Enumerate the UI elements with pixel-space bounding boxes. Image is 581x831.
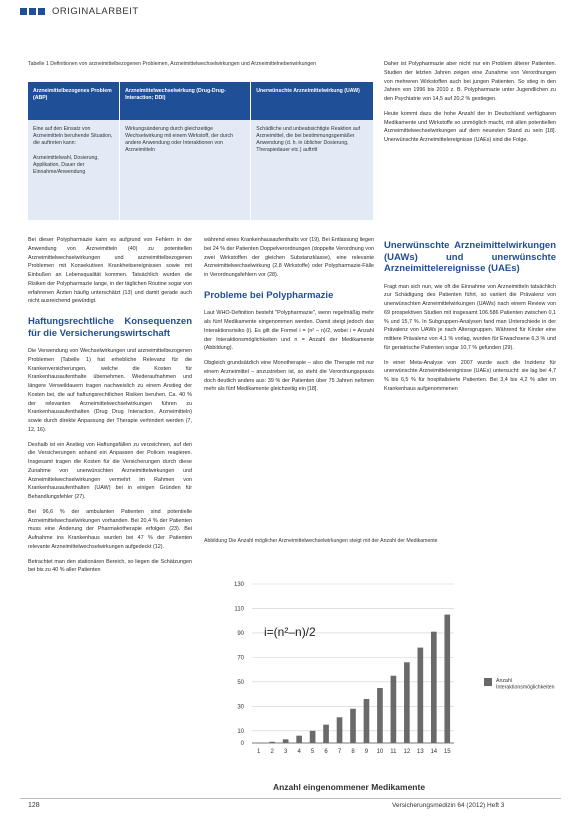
square-icon: [20, 8, 27, 15]
chart-bar: [431, 632, 437, 743]
chart-bar: [377, 688, 383, 743]
journal-reference: Versicherungsmedizin 64 (2012) Heft 3: [392, 802, 505, 809]
paragraph: Betrachtet man den stationären Bereich, so liegen die Schätzungen bei bis zu 40 % aller Patienten: [28, 558, 192, 574]
paragraph: Deshalb ist ein Anstieg von Haftungsfällen zu verzeichnen, auf den die Versicherungen anhand ein Anpassen der Policen reagieren. Insgesamt tragen die Kosten für die Versicherungen durch diese Zunahme von unerwünschten Arzneimittelwirkungen und Arzneimittelwechselwirkungen vermehrt im Rahmen von Krankenhausaufenthalten (UAW) bei in einigen Gründen für Behandlungsfehler (27).: [28, 441, 192, 501]
x-tick-label: 2: [270, 749, 274, 755]
x-tick-label: 12: [403, 749, 411, 755]
y-tick-label: 90: [237, 630, 244, 637]
x-tick-label: 1: [257, 749, 261, 755]
page-number: 128: [28, 802, 40, 809]
definitions-table: [28, 82, 374, 220]
paragraph: Daher ist Polypharmazie aber nicht nur ein Problem älterer Patienten. Studien der letzten Jahren zeigen eine Zunahme von Verordnungen von mehreren Wirkstoffen auch bei jungen Patienten. So stieg in den Jahren von 1996 bis 2010 z. B. Polypharmazie unter Jugendlichen zu den Psychiatrie von 14,5 auf 20,2 % gestiegen.: [384, 61, 556, 102]
legend-label: Anzahl Interaktionsmöglichkeiten: [496, 678, 555, 691]
table-cell-abp: [28, 120, 120, 220]
y-tick-label: 0: [240, 741, 244, 747]
x-tick-label: 8: [351, 749, 355, 755]
section-header: [20, 6, 139, 17]
section-heading: Haftungsrechtliche Konsequenzen für die Versicherungswirtschaft: [28, 316, 192, 339]
table-cell-uaw: Schädliche und unbeabsichtigte Reaktion auf Arzneimittel, die bei bestimmungsgemäßer Anwendung (d. h. in üblicher Dosierung, Therapiedauer etc.) auftritt: [251, 120, 374, 220]
column-middle: [204, 236, 374, 400]
chart-bar: [323, 725, 329, 743]
chart-bar: [391, 676, 397, 743]
table-header-uaw: Unerwünschte Arzneimittelwirkung (UAW): [251, 82, 374, 120]
y-tick-label: 30: [237, 704, 244, 711]
chart-bar: [404, 662, 410, 743]
y-tick-label: 70: [237, 655, 244, 662]
x-tick-label: 10: [376, 749, 384, 755]
x-axis-label: Anzahl eingenommener Medikamente: [272, 782, 426, 792]
chart-bar: [269, 742, 275, 743]
paragraph: Fragt man sich nun, wie oft die Einnahme von Arzneimitteln tatsächlich zur Schädigung des Patienten führt, so variiert die Prävalenz von unerwünschten Arzneimittelwirkungen (UAWs) nach einem Review von 69 prospektiven Studien mit insgesamt 106.586 Patienten zwischen 0,1 % und 15,7 %. In Subgruppen-Analysen fand man Unterschiede in der Prävalenz von UAWs je nach Altersgruppen. Während für Kinder eine mittlere Prävalenz von 4,1 % vorlag, wurden für Erwachsene 6,3 % und für geriatrische Patienten sogar 10,7 % gefunden (29).: [384, 283, 556, 351]
figure-caption: Abbildung Die Anzahl möglicher Arzneimittelwechselwirkungen steigt mit der Anzahl der Medikamente: [204, 538, 438, 544]
y-tick-label: 110: [234, 606, 244, 613]
chart-bar: [310, 731, 316, 743]
section-heading: Probleme bei Polypharmazie: [204, 289, 334, 301]
x-tick-label: 9: [364, 749, 369, 755]
interaction-chart: [204, 568, 564, 800]
x-tick-label: 7: [337, 749, 342, 755]
square-icon: [38, 8, 45, 15]
y-tick-label: 10: [237, 728, 244, 735]
paragraph: Bei dieser Polypharmazie kann es aufgrund von Fehlern in der Anwendung von Arzneimitteln (40) zu potentiellen Arzneimittelwechselwirkungen und arzneimittelbezogenen Problemen mit Konsekutiven Krankheitsereignissen sowie mit Einbußen an Lebensqualität kommen. Tatsächlich wurden die Risiken der Polypharmazie lange, in der täglichen Routine sogar von erfahrenen Ärzten häufig unterschätzt (13) und damit gerade auch nicht ausreichend gewürdigt.: [28, 237, 192, 305]
chart-bar: [296, 736, 302, 743]
column-left: [28, 236, 192, 581]
table-header-ddi: Arzneimittelwechselwirkung (Drug-Drug-Interaction; DDI): [120, 82, 251, 120]
chart-bar: [350, 709, 356, 743]
chart-bar: [283, 739, 289, 743]
chart-bar: [418, 648, 424, 743]
legend-swatch: [484, 678, 492, 686]
y-tick-label: 130: [233, 582, 244, 588]
x-tick-label: 15: [443, 749, 451, 755]
paragraph: In einer Meta-Analyse von 2007 wurde auch die Inzidenz für unerwünschte Arzneimittelereignisse (UAEs) untersucht: sie lag bei 4,7 % bis 6,5 % für hospitalisierte Patienten. Bei 3,4 bis 4,2 % aller im Krankenhaus aufgenommenen: [384, 359, 556, 392]
chart-bar: [364, 699, 370, 743]
table-cell-text: Arzneimittelwahl, Dosierung, Applikation, Dauer der Einnahme/Anwendung: [33, 155, 99, 176]
paragraph: Heute kommt dazu die hohe Anzahl der in Deutschland verfügbaren Medikamente und Wirkstoffe so unmöglich macht, mit allen potentiellen Arzneimittelwechselwirkungen auf dem neuesten Stand zu sein [18]. Unerwünschte Arzneimittelereignisse (UAEs) sind die Folge.: [384, 110, 556, 143]
x-tick-label: 4: [297, 749, 301, 755]
section-heading: Unerwünschte Arzneimittelwirkungen (UAWs) und unerwünschte Arzneimittelereignisse (UAEs): [384, 240, 556, 275]
table-header-abp: Arzneimittelbezogenes Problem (ABP): [28, 82, 120, 120]
x-tick-label: 3: [283, 749, 288, 755]
x-tick-label: 11: [390, 749, 397, 755]
table-cell-ddi: Wirkungsänderung durch gleichzeitige Wechselwirkung mit einem Wirkstoff, der durch andere Anwendung oder Interaktionen von Arzneimitteln: [120, 120, 251, 220]
y-tick-label: 50: [237, 679, 244, 686]
table-caption: Tabelle 1 Definitionen von arzneimittelbezogenen Problemen, Arzneimittelwechselwirkungen und Arzneimittelnebenwirkungen: [28, 61, 317, 67]
square-icon: [29, 8, 36, 15]
x-tick-label: 6: [324, 749, 328, 755]
table-cell-text: Eine auf den Einsatz von Arzneimitteln beruhende Situation, die auftreten kann:: [33, 126, 113, 147]
x-tick-label: 13: [416, 749, 424, 755]
chart-bar: [337, 717, 343, 743]
paragraph: Obgleich grundsätzlich eine Monotherapie – also die Therapie mit nur einem Arzneimittel – anzustreben ist, so steht die Verordnungspraxis doch deutlich anders aus: 39 % der Patienten über 75 Jahren nehmen mehr als fünf Medikamente gleichzeitig ein [18].: [204, 360, 374, 393]
paragraph: Die Verwendung von Wechselwirkungen und arzneimittelbezogenen Problemen (Tabelle 1) hat erhebliche Relevanz für die Krankenversicherungen, welche die Kosten für Krankenhausaufenthalte übernehmen. Wiederaufnahmen und längere Verweildauern tragen nachweislich zu einem Anstieg der Kosten bei, die auf haftungsrechtlichen Risiken beruhen. Ca. 40 % der relevanten Arzneimittelwechselwirkungen führen zu Krankenhausaufenthalten (Drug Drug Interaction, Arzneimitteln) sowie durch direkte Anpassung der Therapie verhindert werden (7, 12, 16).: [28, 348, 192, 433]
paragraph: Laut WHO-Definition besteht "Polypharmazie", wenn regelmäßig mehr als fünf Medikamente eingenommen werden. Damit steigt jedoch das Interaktionsrisiko (i). Es gilt die Formel i = (n² – n)/2, wobei i = Anzahl der Interaktionsmöglichkeiten und n = Anzahl der Medikamente (Abbildung).: [204, 310, 374, 352]
section-label: ORIGINALARBEIT: [52, 6, 139, 17]
paragraph: während eines Krankenhausaufenthalts vor (19). Bei Entlassung liegen bei 24 % der Patienten Doppelverordnungen (doppelte Verordnung von zwei Wirkstoffen der gleichen Substanzklasse), eine relevante Arzneimittelwechselwirkung (2,8 Wirkstoffe) oder Polypharmazie-Fälle in Verordnungsfehlern vor (28).: [204, 237, 374, 278]
x-tick-label: 14: [430, 749, 438, 755]
chart-formula: i=(n²–n)/2: [264, 625, 316, 639]
x-tick-label: 5: [310, 749, 315, 755]
right-column-top: [384, 60, 556, 151]
paragraph: Bei 96,6 % der ambulanten Patienten sind potentielle Arzneimittelwechselwirkungen vorhanden. Bei 20,4 % der Patienten muss eine Änderung der Pharmakotherapie erfolgen (23). Bei Aufnahme ins Krankenhaus wurden bei 47 % der Patienten relevante Arzneimittelwechselwirkungen aufgedeckt (12).: [28, 508, 192, 550]
chart-bar: [444, 615, 450, 743]
footer-divider: [20, 798, 561, 799]
column-right: [384, 236, 556, 400]
